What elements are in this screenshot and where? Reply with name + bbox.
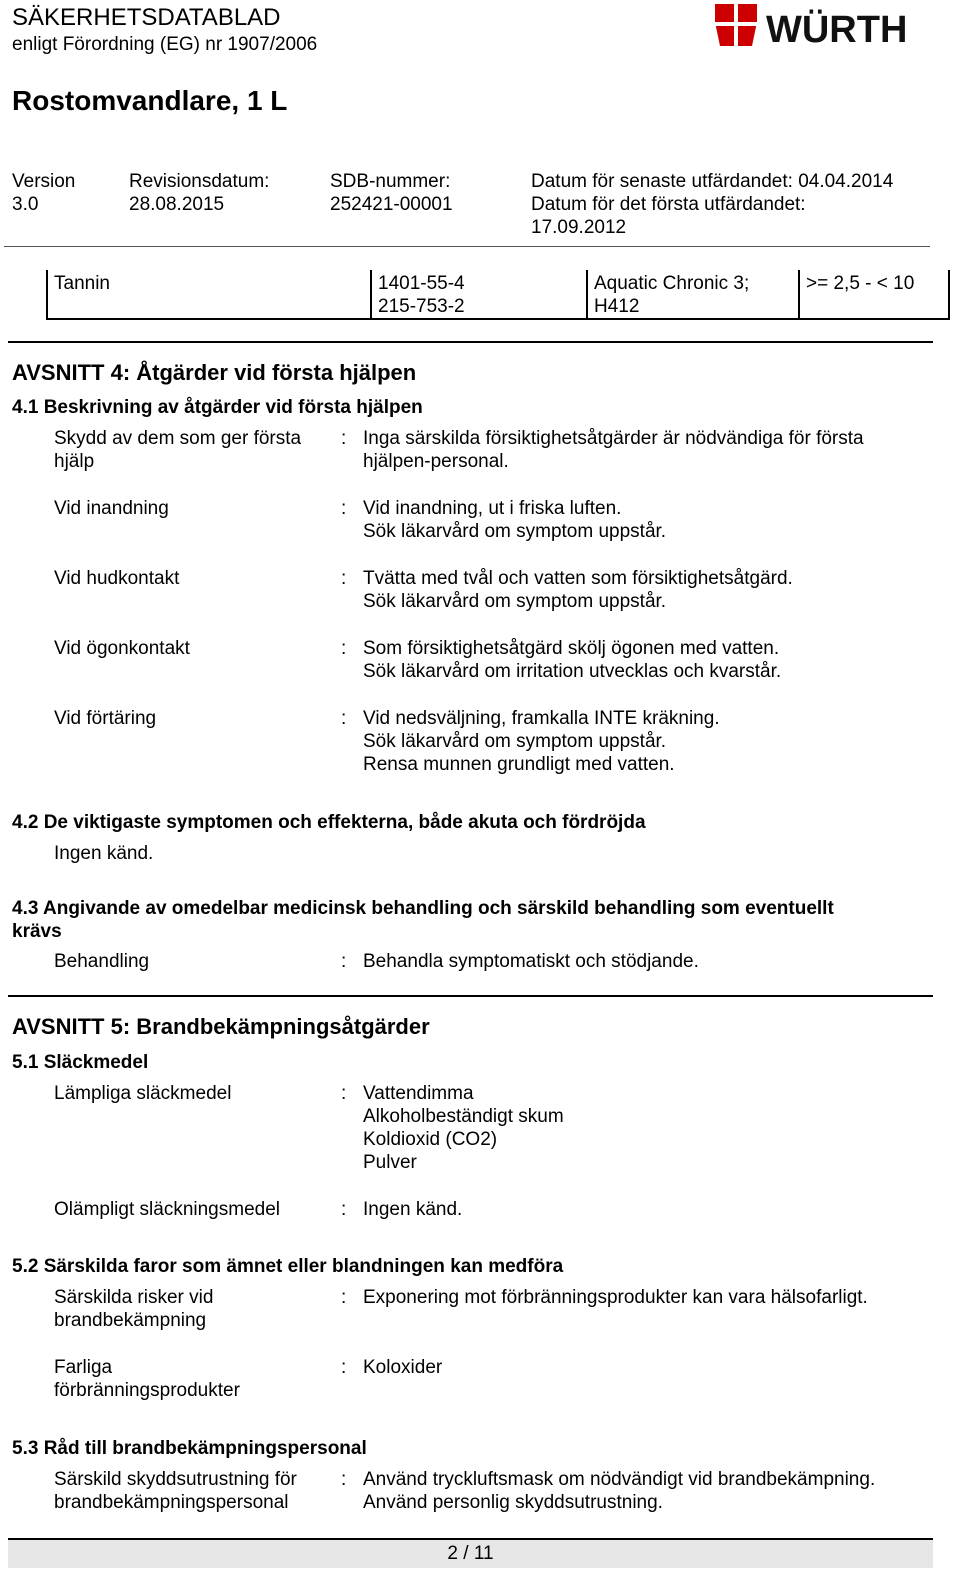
- eye-contact-value: Som försiktighetsåtgärd skölj ögonen med vatten. Sök läkarvård om irritation utvecklas och kvarstår.: [363, 638, 782, 682]
- component-concentration: >= 2,5 - < 10: [799, 270, 949, 319]
- protective-equipment-value: Använd tryckluftsmask om nödvändigt vid brandbekämpning. Använd personlig skyddsutrustning.: [363, 1469, 876, 1513]
- table-row: [47, 270, 949, 319]
- skin-contact-label: Vid hudkontakt: [54, 568, 180, 589]
- inhalation-label: Vid inandning: [54, 498, 169, 519]
- page-number: 2 / 11: [447, 1543, 494, 1564]
- separator: :: [341, 1199, 347, 1220]
- section4-divider: [8, 341, 933, 343]
- section4-2-title: 4.2 De viktigaste symptomen och effekterna, både akuta och fördröjda: [12, 812, 646, 833]
- logo-wordmark: WÜRTH: [766, 9, 908, 51]
- section5-1-title: 5.1 Släckmedel: [12, 1052, 149, 1073]
- separator: :: [341, 568, 347, 589]
- separator: :: [341, 638, 347, 659]
- skin-contact-value: Tvätta med tvål och vatten som försiktighetsåtgärd. Sök läkarvård om symptom uppstår.: [363, 568, 793, 612]
- section5-divider: [8, 995, 933, 997]
- section4-1-title: 4.1 Beskrivning av åtgärder vid första hjälpen: [12, 397, 423, 418]
- section4-3-title: 4.3 Angivande av omedelbar medicinsk behandling och särskild behandling som eventuellt krävs: [12, 898, 834, 942]
- component-name: Tannin: [47, 270, 371, 319]
- separator: :: [341, 428, 347, 449]
- separator: :: [341, 708, 347, 729]
- sdb-label: SDB-nummer:: [330, 171, 451, 192]
- combustion-products-label: Farliga förbränningsprodukter: [54, 1357, 240, 1401]
- footer-bar: [8, 1538, 933, 1568]
- combustion-products-value: Koloxider: [363, 1357, 443, 1378]
- suitable-media-value: Vattendimma Alkoholbeständigt skum Koldioxid (CO2) Pulver: [363, 1083, 564, 1173]
- product-name: Rostomvandlare, 1 L: [12, 85, 288, 116]
- first-issue-value: 17.09.2012: [531, 217, 627, 238]
- component-table: [46, 270, 950, 320]
- eye-contact-label: Vid ögonkontakt: [54, 638, 190, 659]
- section5-2-title: 5.2 Särskilda faror som ämnet eller blandningen kan medföra: [12, 1256, 564, 1277]
- treatment-value: Behandla symptomatiskt och stödjande.: [363, 951, 699, 972]
- sdb-value: 252421-00001: [330, 194, 453, 215]
- version-label: Version: [12, 171, 76, 192]
- first-aider-protection-label: Skydd av dem som ger första hjälp: [54, 428, 302, 472]
- section5-title: AVSNITT 5: Brandbekämpningsåtgärder: [12, 1014, 430, 1039]
- version-value: 3.0: [12, 194, 39, 215]
- symptoms-text: Ingen känd.: [54, 843, 154, 864]
- component-classification: Aquatic Chronic 3; H412: [587, 270, 799, 319]
- protective-equipment-label: Särskild skyddsutrustning för brandbekämpningspersonal: [54, 1469, 297, 1513]
- separator: :: [341, 1469, 347, 1490]
- wurth-logo-icon: [712, 2, 934, 52]
- regulation-text: enligt Förordning (EG) nr 1907/2006: [12, 34, 318, 55]
- document-title: SÄKERHETSDATABLAD: [12, 4, 281, 31]
- specific-hazards-label: Särskilda risker vid brandbekämpning: [54, 1287, 214, 1331]
- ingestion-label: Vid förtäring: [54, 708, 157, 729]
- separator: :: [341, 1357, 347, 1378]
- revision-value: 28.08.2015: [129, 194, 225, 215]
- first-issue-label: Datum för det första utfärdandet:: [531, 194, 806, 215]
- first-aider-protection-value: Inga särskilda försiktighetsåtgärder är nödvändiga för första hjälpen-personal.: [363, 428, 864, 472]
- component-identifiers: 1401-55-4 215-753-2: [371, 270, 587, 319]
- separator: :: [341, 1287, 347, 1308]
- separator: :: [341, 498, 347, 519]
- unsuitable-media-value: Ingen känd.: [363, 1199, 463, 1220]
- unsuitable-media-label: Olämpligt släckningsmedel: [54, 1199, 280, 1220]
- separator: :: [341, 1083, 347, 1104]
- wurth-logo: [712, 2, 934, 52]
- inhalation-value: Vid inandning, ut i friska luften. Sök läkarvård om symptom uppstår.: [363, 498, 667, 542]
- treatment-label: Behandling: [54, 951, 150, 972]
- suitable-media-label: Lämpliga släckmedel: [54, 1083, 232, 1104]
- last-issue-date: Datum för senaste utfärdandet: 04.04.2014: [531, 171, 894, 192]
- specific-hazards-value: Exponering mot förbränningsprodukter kan vara hälsofarligt.: [363, 1287, 868, 1308]
- revision-label: Revisionsdatum:: [129, 171, 270, 192]
- separator: :: [341, 951, 347, 972]
- ingestion-value: Vid nedsväljning, framkalla INTE kräkning. Sök läkarvård om symptom uppstår. Rensa munnen grundligt med vatten.: [363, 708, 720, 775]
- section4-title: AVSNITT 4: Åtgärder vid första hjälpen: [12, 360, 417, 385]
- section5-3-title: 5.3 Råd till brandbekämpningspersonal: [12, 1438, 367, 1459]
- header-divider: [4, 246, 930, 247]
